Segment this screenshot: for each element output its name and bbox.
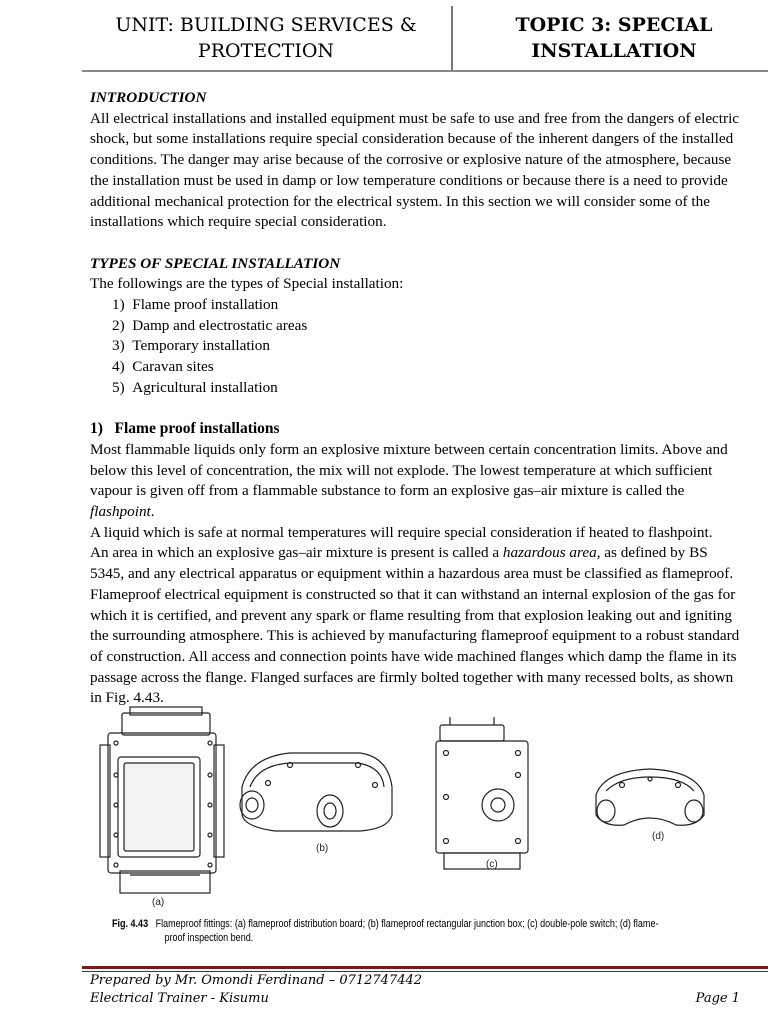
junction-box-drawing: [240, 753, 392, 831]
inspection-bend-drawing: [596, 769, 704, 825]
footer-role: Electrical Trainer - Kisumu: [90, 991, 269, 1006]
flameproof-paragraph-4: Flameproof electrical equipment is constructed so that it can withstand an internal explosion of the gas for which it is certified, and prevent any spark or flame resulting from that explosion leaking out and igniting the surrounding atmosphere. This is achieved by manufacturing flameproof equipment to a robust standard of construction. All access and connection points have wide machined flanges which damp the flame in its passage across the flange. Flanged surfaces are firmly bolted together with many recessed bolts, as shown in Fig. 4.43.: [90, 585, 740, 707]
unit-title-line2: PROTECTION: [197, 40, 335, 62]
figure-caption: Fig. 4.43 Flameproof fittings: (a) flameproof distribution board; (b) flameproof rectangular junction box; (c) double-pole switch; (d) flame- proof inspection bend.: [112, 918, 659, 944]
header-divider: [451, 6, 453, 70]
list-item: 1) Flame proof installation: [112, 296, 279, 314]
footer-rule: [82, 966, 768, 969]
topic-title-line1: TOPIC 3: SPECIAL: [515, 14, 713, 36]
distribution-board-drawing: [100, 707, 224, 893]
figure-label-c: (c): [486, 859, 498, 870]
header-rule: [82, 70, 768, 72]
flameproof-paragraph-2: A liquid which is safe at normal temperatures will require special consideration if heated to flashpoint.: [90, 523, 713, 541]
figure-label-d: (d): [652, 831, 665, 842]
list-item: 4) Caravan sites: [112, 358, 214, 376]
footer-author: Prepared by Mr. Omondi Ferdinand – 0712747442: [90, 973, 423, 988]
list-item: 3) Temporary installation: [112, 337, 270, 355]
list-item: 5) Agricultural installation: [112, 378, 278, 396]
unit-title-line1: UNIT: BUILDING SERVICES &: [115, 14, 417, 36]
double-pole-switch-drawing: [436, 717, 528, 869]
page-number: Page 1: [695, 991, 740, 1006]
figure-label-b: (b): [316, 843, 329, 854]
types-lead: The followings are the types of Special installation:: [90, 275, 404, 293]
intro-paragraph: All electrical installations and installed equipment must be safe to use and free from the dangers of electric shock, but some installations require special consideration because of the inherent dangers of the installed conditions. The danger may arise because of the corrosive or explosive nature of the atmosphere, because the installation must be used in damp or low temperature conditions or because there is a need to provide additional mechanical protection for the electrical system. In this section we will consider some of the installations which require special consideration.: [90, 109, 740, 231]
topic-title-line2: INSTALLATION: [531, 40, 697, 62]
flameproof-paragraph-3: An area in which an explosive gas–air mixture is present is called a hazardous area, as defined by BS 5345, and any electrical apparatus or equipment within a hazardous area must be classified as flameproof.: [90, 544, 734, 583]
figure-label-a: (a): [152, 897, 165, 908]
page-footer: [90, 972, 740, 1008]
figure-number: Fig. 4.43: [112, 918, 149, 930]
types-heading: TYPES OF SPECIAL INSTALLATION: [90, 254, 341, 272]
flameproof-paragraph-1: Most flammable liquids only form an explosive mixture between certain concentration limits. Above and below this level of concentration, the mix will not explode. The lowest temperature at which sufficient vapour is given off from a flammable substance to form an explosive gas–air mixture is called the flashpoint.: [90, 440, 728, 521]
figure-flameproof-fittings: [90, 705, 740, 915]
flameproof-fittings-illustration: [90, 705, 740, 915]
types-list: [90, 295, 740, 399]
document-body: [90, 88, 740, 709]
intro-heading: INTRODUCTION: [90, 89, 207, 106]
list-item: 2) Damp and electrostatic areas: [112, 316, 308, 334]
unit-title: [82, 6, 450, 76]
flameproof-heading: 1) Flame proof installations: [90, 420, 280, 438]
page-header: [82, 6, 768, 72]
topic-title: [454, 6, 768, 76]
